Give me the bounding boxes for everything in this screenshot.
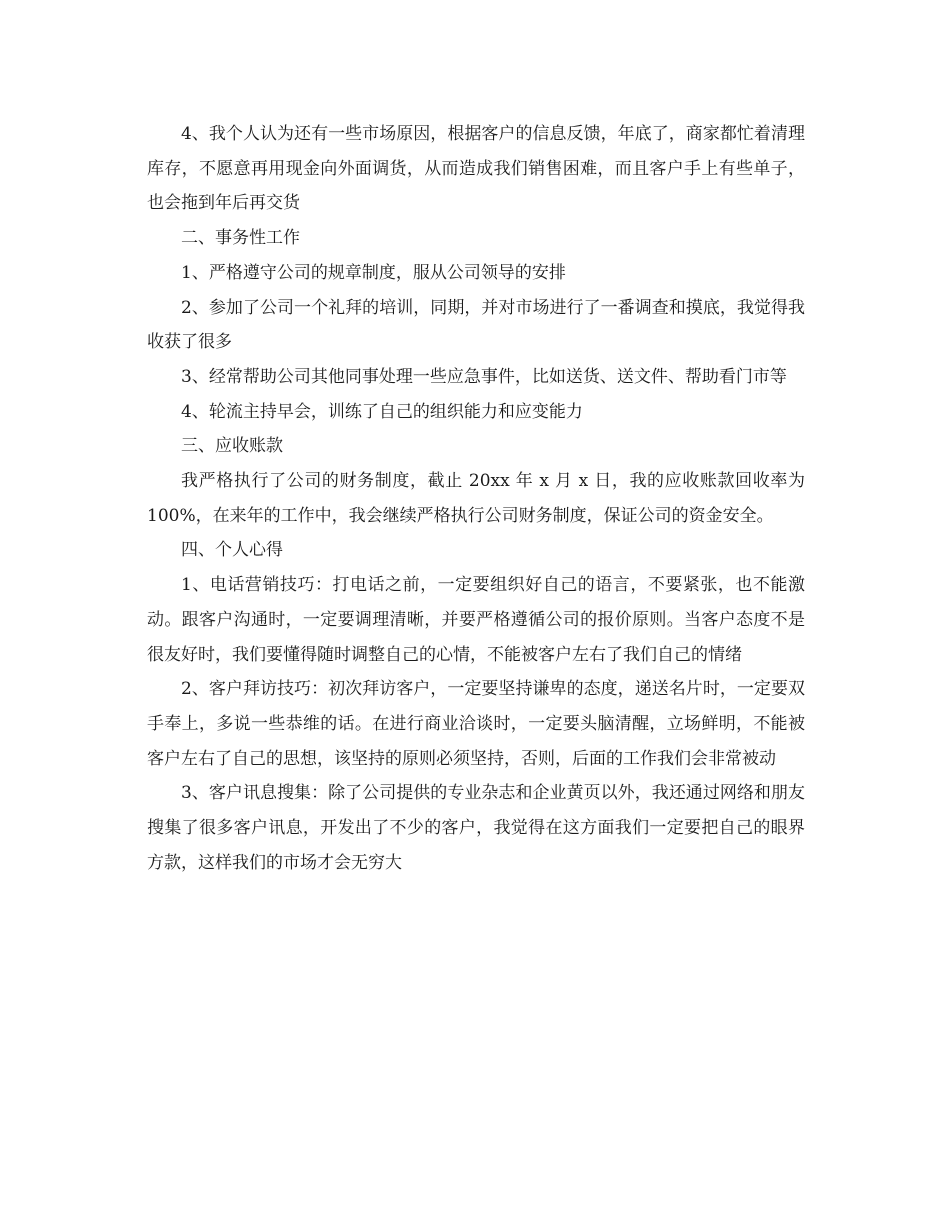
paragraph-morning-meeting: 4、轮流主持早会，训练了自己的组织能力和应变能力 (181, 401, 583, 422)
section-heading-routine-work: 二、事务性工作 (181, 228, 300, 249)
paragraph-phone-sales: 1、电话营销技巧：打电话之前，一定要组织好自己的语言，不要紧张，也不能激动。跟客户沟通时，一定要调理清晰，并要严格遵循公司的报价原则。当客户态度不是很友好时，我们要懂得随时调整自己的心情，不能被客户左右了我们自己的情绪 (147, 575, 805, 665)
section-heading-personal-insights: 四、个人心得 (181, 540, 283, 561)
section-heading-receivables: 三、应收账款 (181, 436, 283, 457)
paragraph-training: 2、参加了公司一个礼拜的培训，同期，并对市场进行了一番调查和摸底，我觉得我收获了很多 (147, 297, 805, 353)
document-body (147, 117, 805, 880)
paragraph-client-visits: 2、客户拜访技巧：初次拜访客户，一定要坚持谦卑的态度，递送名片时，一定要双手奉上，多说一些恭维的话。在进行商业洽谈时，一定要头脑清醒，立场鲜明，不能被客户左右了自己的思想，该坚持的原则必须坚持，否则，后面的工作我们会非常被动 (147, 679, 805, 769)
paragraph-rules: 1、严格遵守公司的规章制度，服从公司领导的安排 (181, 262, 566, 283)
paragraph-helping-colleagues: 3、经常帮助公司其他同事处理一些应急事件，比如送货、送文件、帮助看门市等 (181, 366, 787, 387)
paragraph-market-reasons: 4、我个人认为还有一些市场原因，根据客户的信息反馈，年底了，商家都忙着清理库存，不愿意再用现金向外面调货，从而造成我们销售困难，而且客户手上有些单子，也会拖到年后再交货 (147, 124, 805, 214)
paragraph-receivables: 我严格执行了公司的财务制度，截止 20xx 年 x 月 x 日，我的应收账款回收率为 100%，在来年的工作中，我会继续严格执行公司财务制度，保证公司的资金安全。 (147, 471, 805, 526)
paragraph-client-info: 3、客户讯息搜集：除了公司提供的专业杂志和企业黄页以外，我还通过网络和朋友搜集了很多客户讯息，开发出了不少的客户，我觉得在这方面我们一定要把自己的眼界方款，这样我们的市场才会无穷大 (147, 783, 805, 873)
